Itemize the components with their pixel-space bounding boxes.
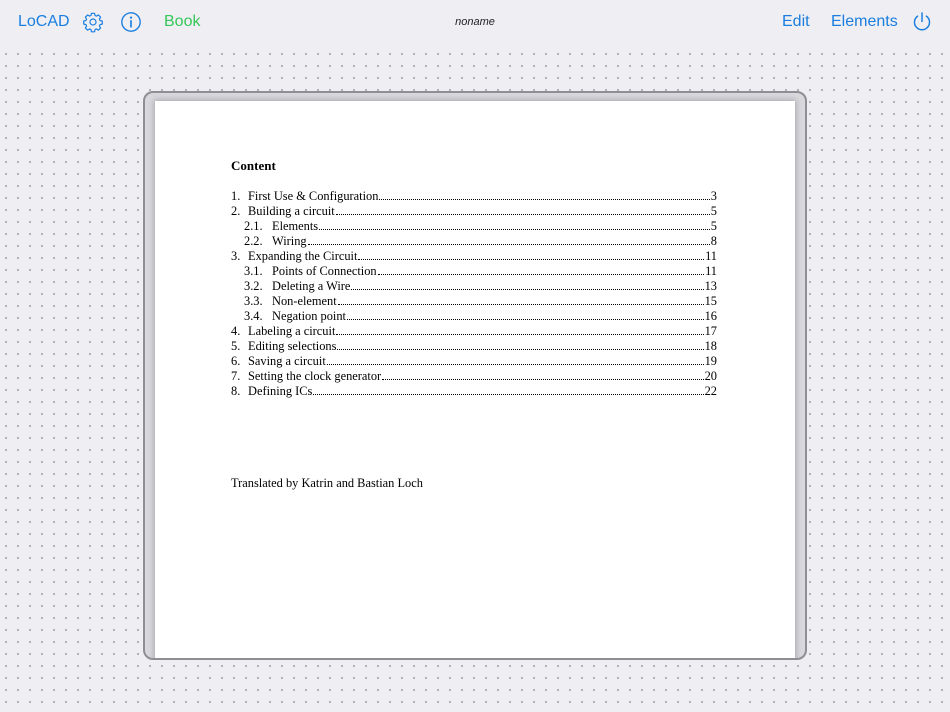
toc-entry-number: 3.4. xyxy=(244,309,263,323)
toc-entry-title: Expanding the Circuit xyxy=(248,249,358,263)
toc-entry[interactable] xyxy=(231,339,717,354)
toc-entry-number: 3.1. xyxy=(244,264,263,278)
toc-entry-title: Building a circuit xyxy=(248,204,335,218)
toc-entry-title: Deleting a Wire xyxy=(272,279,351,293)
toc-entry-page: 19 xyxy=(704,354,717,368)
toc-entry-page: 8 xyxy=(710,234,717,248)
toc-dot-leader xyxy=(379,198,709,200)
toc-entry-number: 2.1. xyxy=(244,219,263,233)
toc-entry-number: 7. xyxy=(231,369,241,383)
power-icon[interactable] xyxy=(911,11,933,33)
toc-dot-leader xyxy=(378,273,704,275)
document-title: noname xyxy=(455,16,495,28)
toc-entry-title: Wiring xyxy=(272,234,307,248)
toc-entry[interactable] xyxy=(231,279,717,294)
toc-entry[interactable] xyxy=(231,309,717,324)
toc-dot-leader xyxy=(327,363,704,365)
gear-icon[interactable] xyxy=(82,11,104,33)
toc-dot-leader xyxy=(313,393,703,395)
top-toolbar xyxy=(0,0,950,44)
toc-entry[interactable] xyxy=(231,189,717,204)
toc-entry-number: 3. xyxy=(231,249,241,263)
toc-entry-number: 3.2. xyxy=(244,279,263,293)
toc-entry-title: Negation point xyxy=(272,309,346,323)
toc-entry[interactable] xyxy=(231,324,717,339)
toc-entry-title: Setting the clock generator xyxy=(248,369,382,383)
toc-entry-page: 5 xyxy=(710,219,717,233)
toc-entry-page: 11 xyxy=(705,264,717,278)
toc-entry[interactable] xyxy=(231,369,717,384)
elements-button[interactable]: Elements xyxy=(831,13,898,30)
toc-entry-number: 1. xyxy=(231,189,241,203)
book-viewer[interactable] xyxy=(143,91,807,660)
toc-dot-leader xyxy=(358,258,704,260)
toc-dot-leader xyxy=(336,213,710,215)
toc-entry[interactable] xyxy=(231,384,717,399)
toc-entry-page: 15 xyxy=(704,294,717,308)
toc-entry[interactable] xyxy=(231,204,717,219)
locad-menu-button[interactable]: LoCAD xyxy=(18,13,70,30)
page-heading: Content xyxy=(231,158,276,173)
toc-entry-title: Points of Connection xyxy=(272,264,377,278)
toc-entry-page: 18 xyxy=(704,339,717,353)
toc-entry-page: 22 xyxy=(704,384,717,398)
toc-entry-number: 4. xyxy=(231,324,241,338)
toc-entry-number: 2.2. xyxy=(244,234,263,248)
edit-button[interactable]: Edit xyxy=(782,13,810,30)
toc-entry[interactable] xyxy=(231,264,717,279)
book-page xyxy=(155,101,795,660)
info-icon[interactable] xyxy=(120,11,142,33)
toc-dot-leader xyxy=(337,348,703,350)
table-of-contents xyxy=(231,189,717,399)
toc-dot-leader xyxy=(308,243,710,245)
toc-entry-number: 5. xyxy=(231,339,241,353)
toc-entry-title: Non-element xyxy=(272,294,337,308)
toc-entry-number: 3.3. xyxy=(244,294,263,308)
toc-entry-page: 20 xyxy=(704,369,717,383)
toc-dot-leader xyxy=(347,318,704,320)
toc-entry-title: Defining ICs xyxy=(248,384,313,398)
toc-entry-title: Editing selections xyxy=(248,339,337,353)
toc-dot-leader xyxy=(338,303,704,305)
toc-entry-title: Saving a circuit xyxy=(248,354,326,368)
toc-dot-leader xyxy=(382,378,703,380)
toc-entry-number: 8. xyxy=(231,384,241,398)
toc-entry-title: Elements xyxy=(272,219,319,233)
toc-dot-leader xyxy=(351,288,703,290)
toc-entry[interactable] xyxy=(231,249,717,264)
toc-entry[interactable] xyxy=(231,294,717,309)
toc-entry[interactable] xyxy=(231,354,717,369)
toc-entry-page: 11 xyxy=(705,249,717,263)
toc-entry-title: Labeling a circuit xyxy=(248,324,336,338)
book-button[interactable]: Book xyxy=(164,13,201,30)
toc-entry-title: First Use & Configuration xyxy=(248,189,379,203)
toc-entry-page: 13 xyxy=(704,279,717,293)
translator-note: Translated by Katrin and Bastian Loch xyxy=(231,476,423,490)
toc-entry-page: 17 xyxy=(704,324,717,338)
toc-entry-number: 6. xyxy=(231,354,241,368)
toc-dot-leader xyxy=(336,333,703,335)
toc-entry-number: 2. xyxy=(231,204,241,218)
toc-dot-leader xyxy=(319,228,710,230)
toc-entry-page: 5 xyxy=(710,204,717,218)
toc-entry[interactable] xyxy=(231,234,717,249)
toc-entry-page: 16 xyxy=(704,309,717,323)
toc-entry-page: 3 xyxy=(710,189,717,203)
toc-entry[interactable] xyxy=(231,219,717,234)
